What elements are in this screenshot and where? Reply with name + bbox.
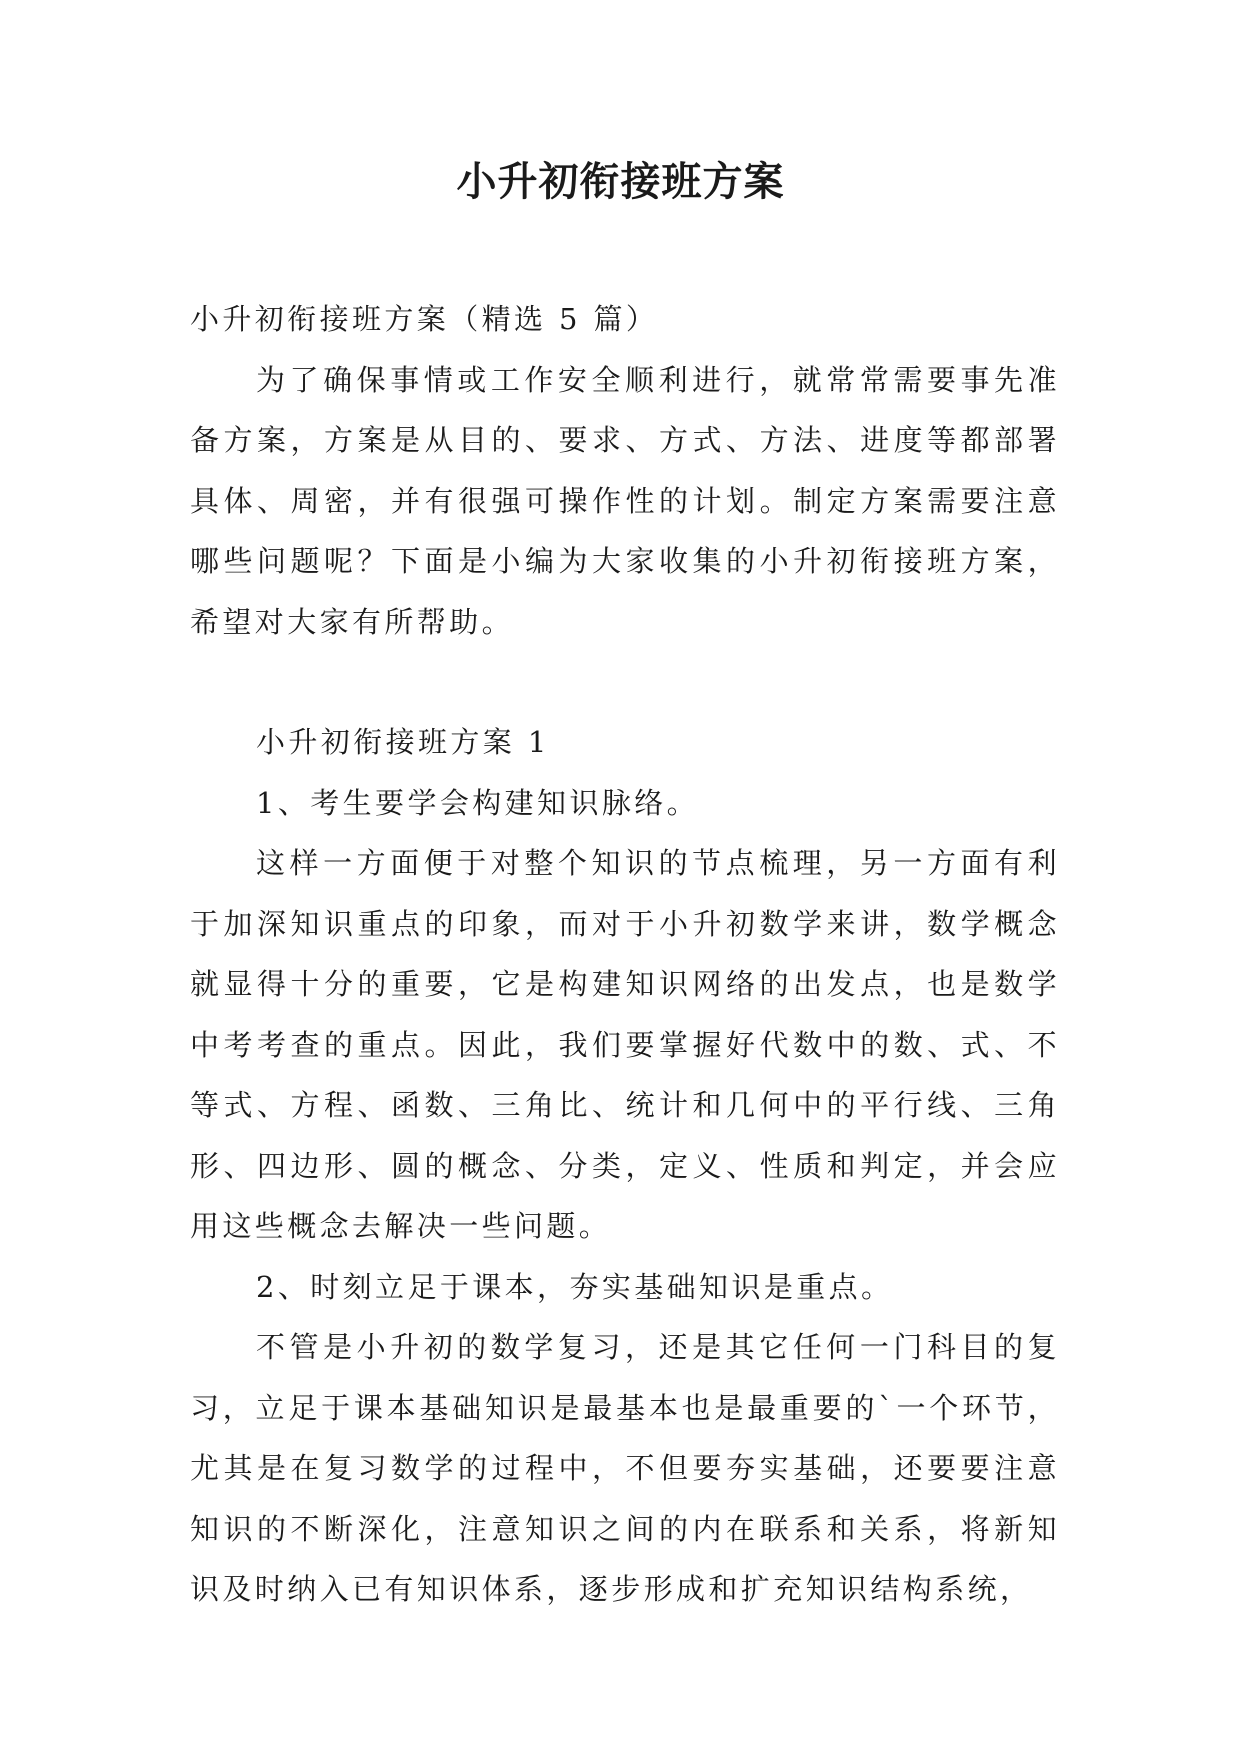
point-1-paragraph: 这样一方面便于对整个知识的节点梳理，另一方面有利于加深知识重点的印象，而对于小升初数学来讲，数学概念就显得十分的重要，它是构建知识网络的出发点，也是数学中考考查的重点。因此，我们要掌握好代数中的数、式、不等式、方程、函数、三角比、统计和几何中的平行线、三角形、四边形、圆的概念、分类，定义、性质和判定，并会应用这些概念去解决一些问题。 bbox=[190, 846, 1060, 1243]
point-1-heading: 1、考生要学会构建知识脉络。 bbox=[256, 785, 700, 820]
document-title: 小升初衔接班方案 bbox=[456, 158, 785, 205]
section-heading: 小升初衔接班方案 1 bbox=[256, 725, 550, 759]
document-subtitle: 小升初衔接班方案（精选 5 篇） bbox=[190, 302, 659, 336]
paragraph-spacer bbox=[190, 652, 1060, 712]
intro-paragraph: 为了确保事情或工作安全顺利进行，就常常需要事先准备方案，方案是从目的、要求、方式、方法、进度等都部署具体、周密，并有很强可操作性的计划。制定方案需要注意哪些问题呢？下面是小编为大家收集的小升初衔接班方案，希望对大家有所帮助。 bbox=[190, 362, 1060, 639]
point-2-paragraph: 不管是小升初的数学复习，还是其它任何一门科目的复习，立足于课本基础知识是最基本也是最重要的`一个环节，尤其是在复习数学的过程中，不但要夯实基础，还要要注意知识的不断深化，注意知识之间的内在联系和关系，将新知识及时纳入已有知识体系，逐步形成和扩充知识结构系统， bbox=[190, 1330, 1060, 1606]
point-2-heading: 2、时刻立足于课本，夯实基础知识是重点。 bbox=[256, 1269, 894, 1304]
document-body bbox=[190, 289, 1060, 1620]
